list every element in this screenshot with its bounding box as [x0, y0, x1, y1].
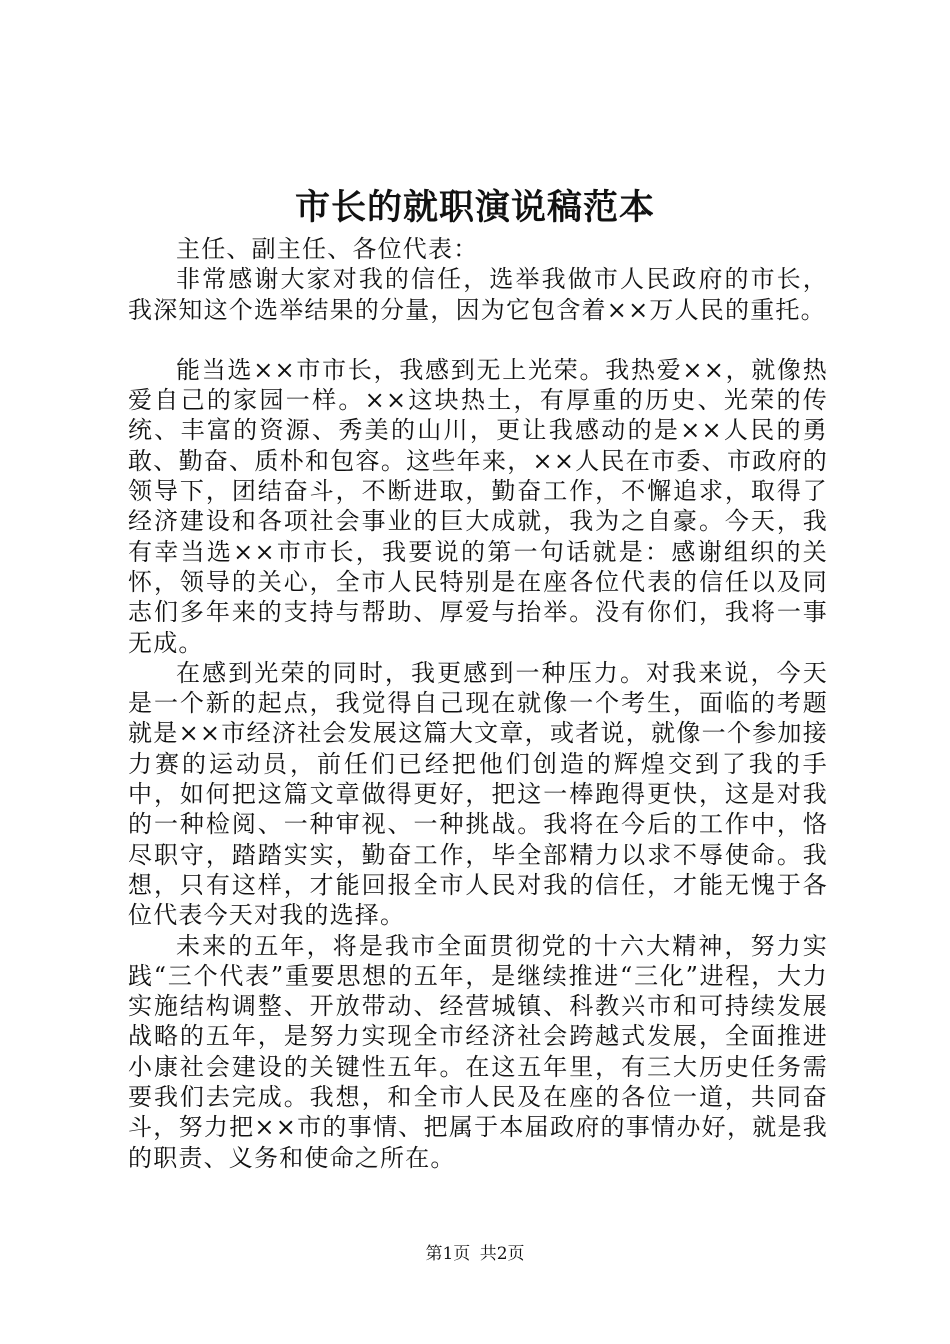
page-number-current: 第1页 — [425, 1244, 471, 1264]
document-title: 市长的就职演说稿范本 — [294, 187, 655, 228]
body-paragraph-2: 能当选××市市长，我感到无上光荣。我热爱××，就像热爱自己的家园一样。××这块热土，有厚重的历史、光荣的传统、丰富的资源、秀美的山川，更让我感动的是××人民的勇敢、勤奋、质朴和包容。这些年来，××人民在市委、市政府的领导下，团结奋斗，不断进取，勤奋工作，不懈追求，取得了经济建设和各项社会事业的巨大成就，我为之自豪。今天，我有幸当选××市市长，我要说的第一句话就是：感谢组织的关怀，领导的关心，全市人民特别是在座各位代表的信任以及同志们多年来的支持与帮助、厚爱与抬举。没有你们，我将一事无成。 — [128, 355, 828, 657]
salutation-paragraph: 主任、副主任、各位代表： — [176, 235, 479, 263]
body-paragraph-4: 未来的五年，将是我市全面贯彻党的十六大精神，努力实践“三个代表”重要思想的五年，是继续推进“三化”进程，大力实施结构调整、开放带动、经营城镇、科教兴市和可持续发展战略的五年，是努力实现全市经济社会跨越式发展，全面推进小康社会建设的关键性五年。在这五年里，有三大历史任务需要我们去完成。我想，和全市人民及在座的各位一道，共同奋斗，努力把××市的事情、把属于本届政府的事情办好，就是我的职责、义务和使命之所在。 — [128, 931, 828, 1172]
document-body — [128, 234, 828, 1173]
body-paragraph-1: 非常感谢大家对我的信任，选举我做市人民政府的市长，我深知这个选举结果的分量，因为它包含着××万人民的重托。 — [128, 265, 828, 324]
body-paragraph-3: 在感到光荣的同时，我更感到一种压力。对我来说，今天是一个新的起点，我觉得自己现在就像一个考生，面临的考题就是××市经济社会发展这篇大文章，或者说，就像一个参加接力赛的运动员，前任们已经把他们创造的辉煌交到了我的手中，如何把这篇文章做得更好，把这一棒跑得更快，这是对我的一种检阅、一种审视、一种挑战。我将在今后的工作中，恪尽职守，踏踏实实，勤奋工作，毕全部精力以求不辱使命。我想，只有这样，才能回报全市人民对我的信任，才能无愧于各位代表今天对我的选择。 — [128, 658, 828, 930]
page-footer — [0, 1243, 950, 1265]
page-number-total: 共2页 — [479, 1244, 525, 1264]
